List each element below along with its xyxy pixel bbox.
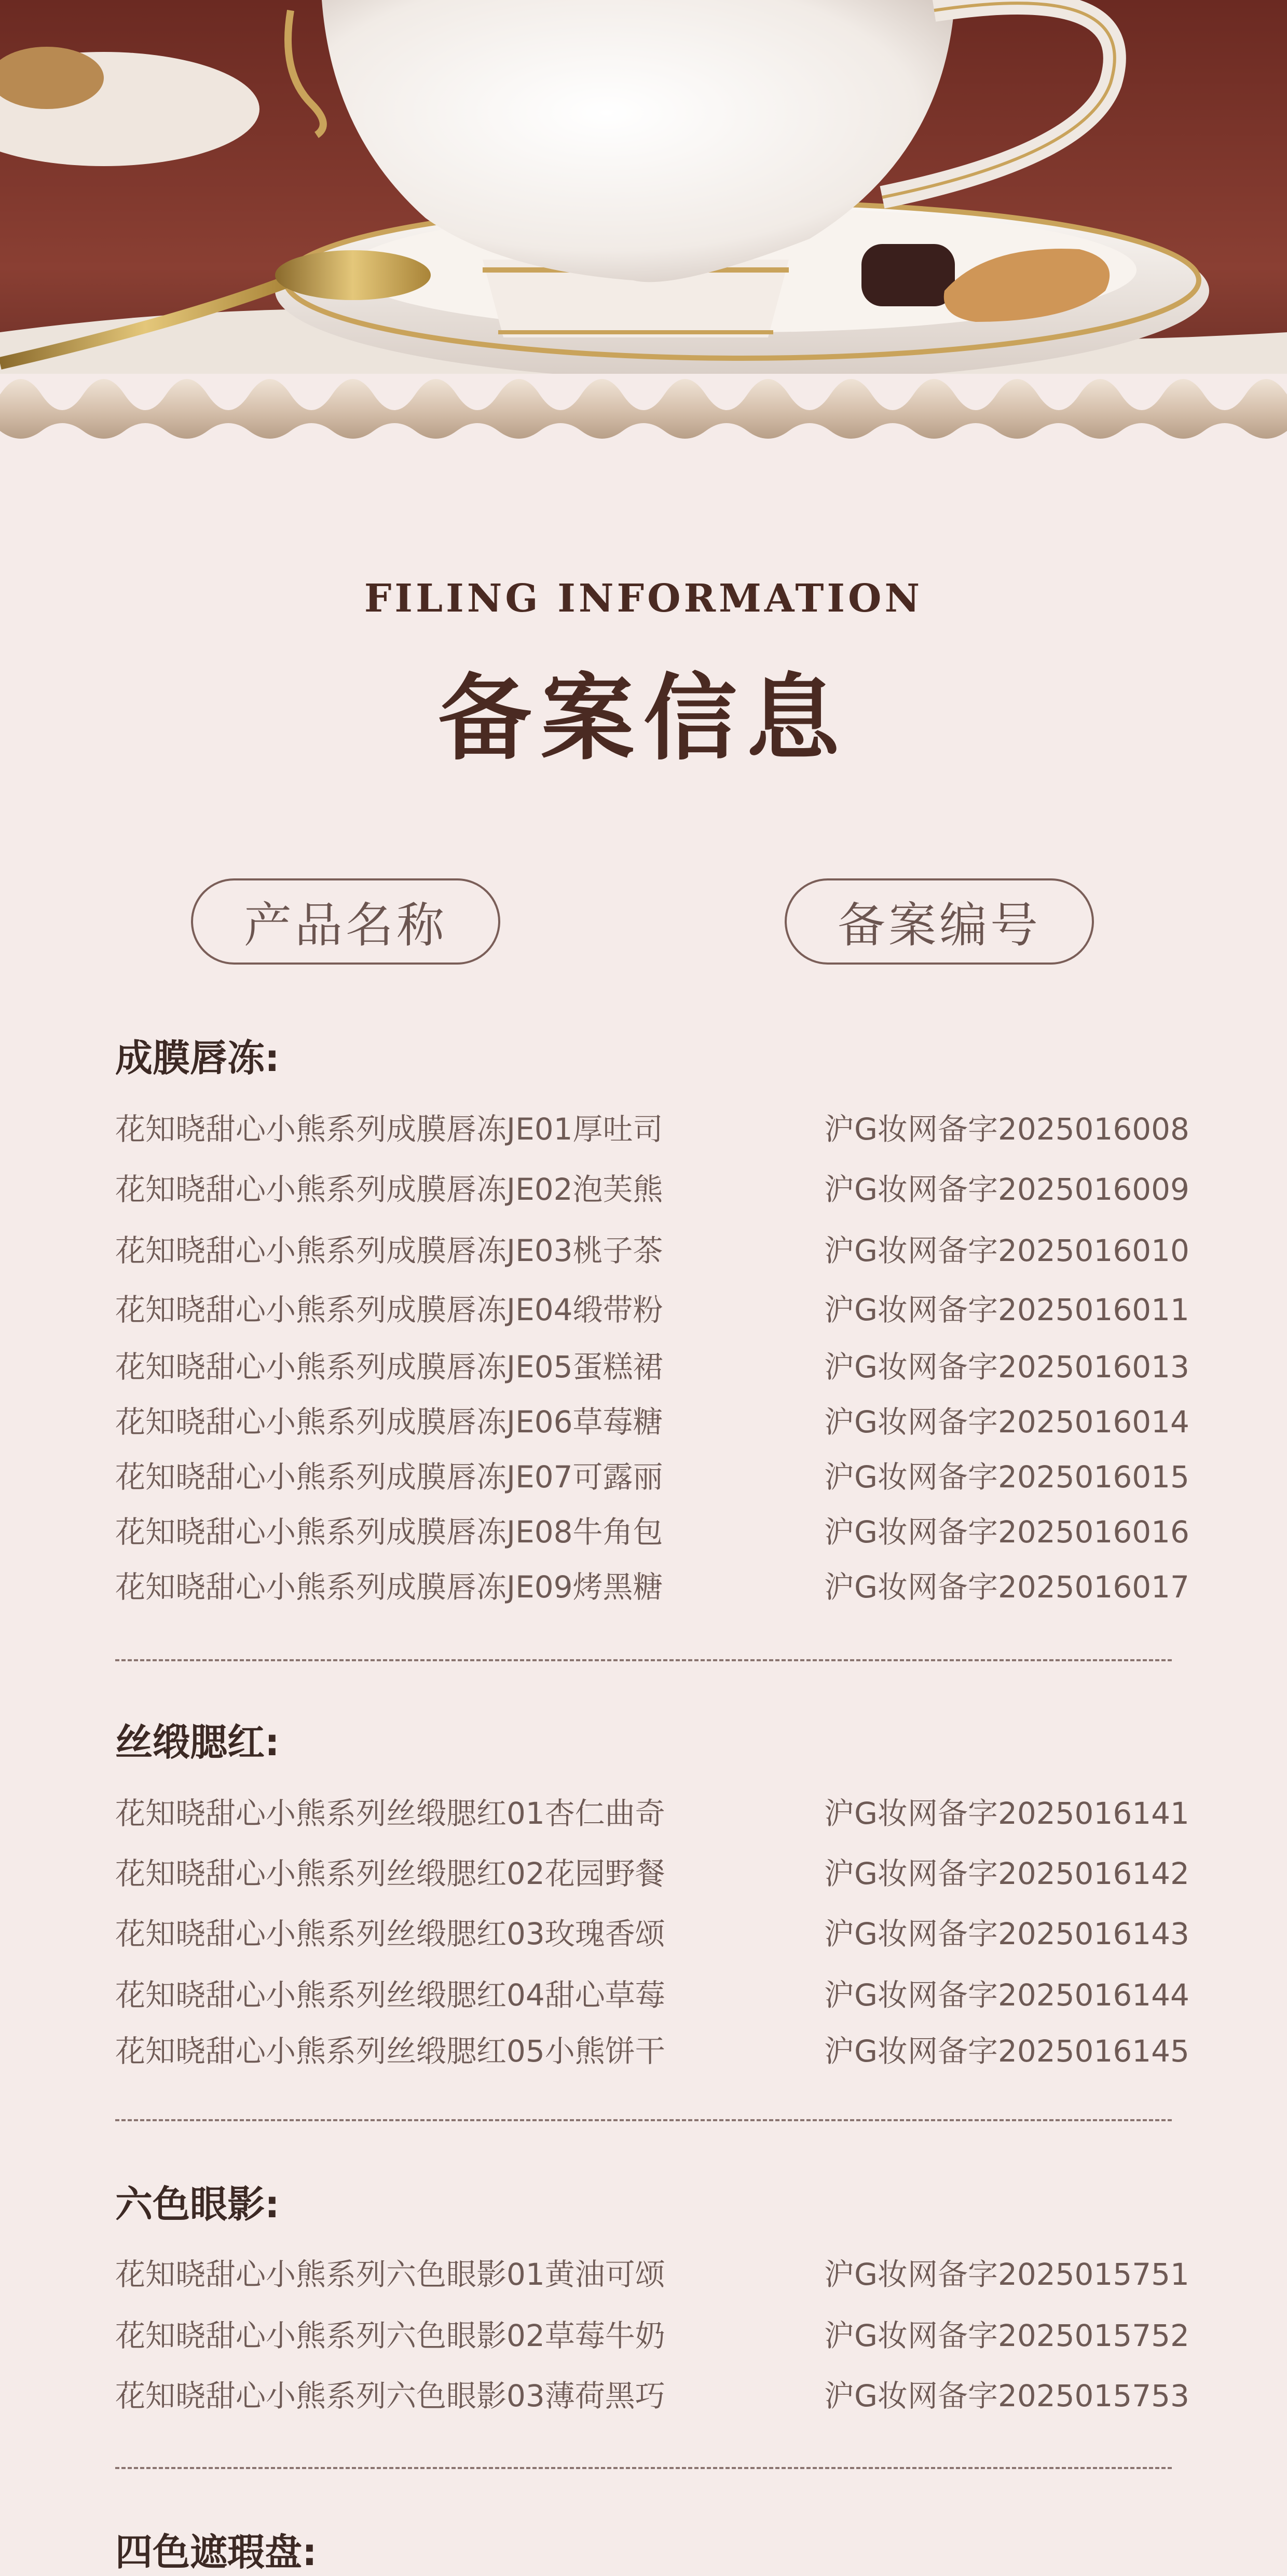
- list-item-filing-number: 沪G妆网备字2025016015: [824, 1459, 1189, 1495]
- section-divider: [115, 2119, 1172, 2121]
- list-item-product-name: 花知晓甜心小熊系列成膜唇冻JE04缎带粉: [115, 1292, 663, 1327]
- list-item-product-name: 花知晓甜心小熊系列六色眼影02草莓牛奶: [115, 2318, 665, 2353]
- list-item-filing-number: 沪G妆网备字2025016141: [824, 1796, 1189, 1831]
- list-item-product-name: 花知晓甜心小熊系列成膜唇冻JE09烤黑糖: [115, 1569, 663, 1605]
- list-item-filing-number: 沪G妆网备字2025016013: [824, 1349, 1189, 1385]
- page-title: 备案信息: [437, 663, 849, 773]
- list-item-product-name: 花知晓甜心小熊系列成膜唇冻JE02泡芙熊: [115, 1172, 663, 1207]
- list-item-product-name: 花知晓甜心小熊系列成膜唇冻JE07可露丽: [115, 1459, 663, 1495]
- list-item-product-name: 花知晓甜心小熊系列成膜唇冻JE08牛角包: [115, 1514, 663, 1550]
- list-item-filing-number: 沪G妆网备字2025016142: [824, 1856, 1189, 1891]
- section-divider: [115, 2467, 1172, 2469]
- list-item-product-name: 花知晓甜心小熊系列成膜唇冻JE05蛋糕裙: [115, 1349, 663, 1385]
- section-heading-english: FILING INFORMATION: [364, 576, 923, 621]
- column-label-product-name: 产品名称: [191, 878, 500, 965]
- section-title-lip-jelly: 成膜唇冻:: [115, 1036, 280, 1080]
- section-title-concealer-palette: 四色遮瑕盘:: [115, 2530, 317, 2574]
- list-item-filing-number: 沪G妆网备字2025016145: [824, 2033, 1189, 2069]
- hero-photo: [0, 0, 1287, 446]
- list-item-filing-number: 沪G妆网备字2025016009: [824, 1172, 1189, 1207]
- list-item-product-name: 花知晓甜心小熊系列成膜唇冻JE06草莓糖: [115, 1404, 663, 1440]
- list-item-filing-number: 沪G妆网备字2025016014: [824, 1404, 1189, 1440]
- list-item-filing-number: 沪G妆网备字2025016010: [824, 1233, 1189, 1268]
- list-item-product-name: 花知晓甜心小熊系列丝缎腮红02花园野餐: [115, 1856, 665, 1891]
- list-item-filing-number: 沪G妆网备字2025016011: [824, 1292, 1189, 1327]
- list-item-filing-number: 沪G妆网备字2025016143: [824, 1916, 1189, 1951]
- list-item-product-name: 花知晓甜心小熊系列丝缎腮红04甜心草莓: [115, 1977, 665, 2013]
- list-item-product-name: 花知晓甜心小熊系列丝缎腮红05小熊饼干: [115, 2033, 665, 2069]
- section-title-satin-blush: 丝缎腮红:: [115, 1720, 280, 1764]
- list-item-filing-number: 沪G妆网备字2025016017: [824, 1569, 1189, 1605]
- list-item-product-name: 花知晓甜心小熊系列六色眼影03薄荷黑巧: [115, 2378, 665, 2414]
- column-label-filing-number: 备案编号: [785, 878, 1094, 965]
- list-item-filing-number: 沪G妆网备字2025015751: [824, 2257, 1189, 2292]
- list-item-product-name: 花知晓甜心小熊系列六色眼影01黄油可颂: [115, 2257, 665, 2292]
- list-item-filing-number: 沪G妆网备字2025016144: [824, 1977, 1189, 2013]
- list-item-product-name: 花知晓甜心小熊系列丝缎腮红01杏仁曲奇: [115, 1796, 665, 1831]
- list-item-filing-number: 沪G妆网备字2025015753: [824, 2378, 1189, 2414]
- section-divider: [115, 1659, 1172, 1661]
- list-item-filing-number: 沪G妆网备字2025015752: [824, 2318, 1189, 2353]
- list-item-filing-number: 沪G妆网备字2025016016: [824, 1514, 1189, 1550]
- list-item-filing-number: 沪G妆网备字2025016008: [824, 1111, 1189, 1147]
- section-title-eyeshadow: 六色眼影:: [115, 2182, 280, 2226]
- list-item-product-name: 花知晓甜心小熊系列丝缎腮红03玫瑰香颂: [115, 1916, 665, 1951]
- list-item-product-name: 花知晓甜心小熊系列成膜唇冻JE01厚吐司: [115, 1111, 663, 1147]
- list-item-product-name: 花知晓甜心小熊系列成膜唇冻JE03桃子茶: [115, 1233, 663, 1268]
- teacup-illustration: [0, 0, 1287, 446]
